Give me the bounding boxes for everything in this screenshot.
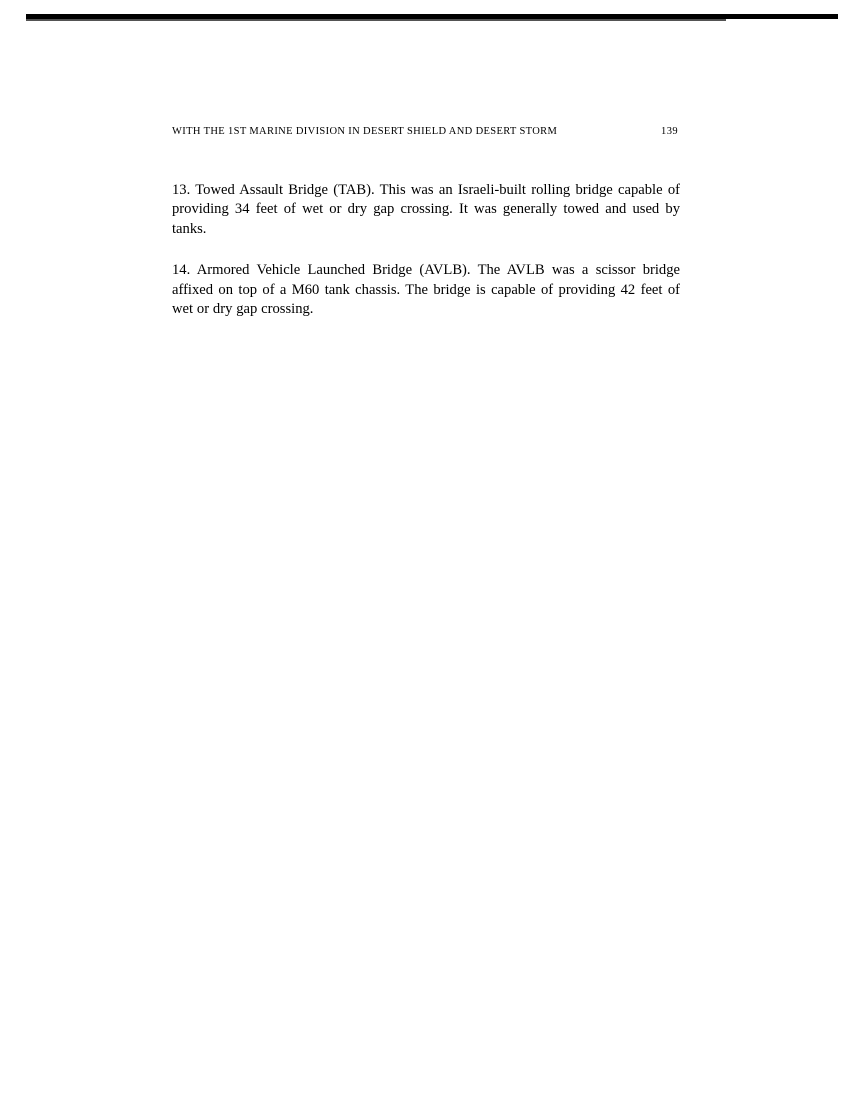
- page-top-rule-shadow-artifact: [26, 19, 726, 21]
- page-content: [172, 126, 680, 319]
- page-number: 139: [661, 126, 678, 137]
- running-head: [172, 126, 680, 137]
- body-text: [172, 181, 680, 319]
- paragraph-14: 14. Armored Vehicle Launched Bridge (AVLB). The AVLB was a scissor bridge affixed on top of a M60 tank chassis. The bridge is capable of providing 42 feet of wet or dry gap crossing.: [172, 262, 680, 318]
- paragraph-13: 13. Towed Assault Bridge (TAB). This was an Israeli-built rolling bridge capable of providing 34 feet of wet or dry gap crossing. It was generally towed and used by tanks.: [172, 182, 680, 237]
- running-head-title: WITH THE 1ST MARINE DIVISION IN DESERT SHIELD AND DESERT STORM: [172, 126, 558, 137]
